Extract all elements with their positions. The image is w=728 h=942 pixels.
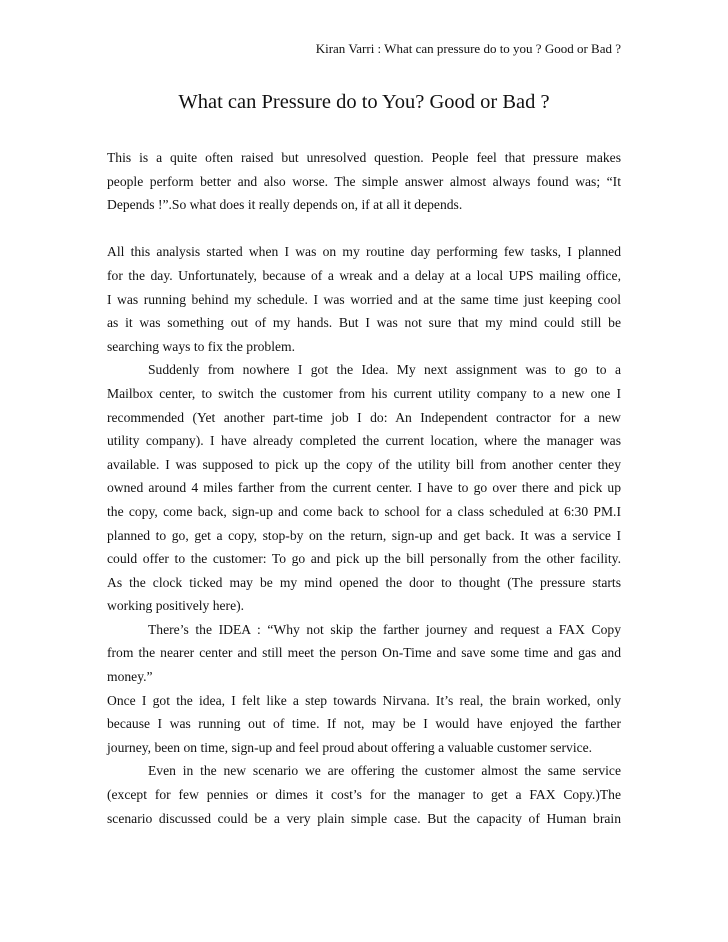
paragraph-line: could offer to the customer: To go and pick up the bill personally from the other facility. <box>107 551 621 567</box>
paragraph-5 <box>107 689 621 760</box>
paragraph-line: owned around 4 miles farther from the current center. I have to go over there and pick up <box>107 480 621 496</box>
paragraph-line: Even in the new scenario we are offering the customer almost the same service <box>148 763 621 779</box>
paragraph-line: planned to go, get a copy, stop-by on the return, sign-up and get back. It was a service I <box>107 527 621 543</box>
paragraph-1 <box>107 146 621 217</box>
paragraph-line: This is a quite often raised but unresolved question. People feel that pressure makes <box>107 150 621 165</box>
paragraph-line: scenario discussed could be a very plain simple case. But the capacity of Human brain <box>107 810 621 826</box>
paragraph-line: Depends !”.So what does it really depends on, if at all it depends. <box>107 197 463 213</box>
paragraph-line: Once I got the idea, I felt like a step towards Nirvana. It’s real, the brain worked, only <box>107 692 621 708</box>
paragraph-line: Mailbox center, to switch the customer from his current utility company to a new one I <box>107 385 621 401</box>
document-body <box>107 146 621 830</box>
paragraph-line: as it was something out of my hands. But I was not sure that my mind could still be <box>107 315 621 331</box>
paragraph-line: people perform better and also worse. The simple answer almost always found was; “It <box>107 173 621 189</box>
running-header: Kiran Varri : What can pressure do to you ? Good or Bad ? <box>315 41 621 56</box>
paragraph-2 <box>107 240 621 358</box>
paragraph-6 <box>107 759 621 830</box>
document-title: What can Pressure do to You? Good or Bad ? <box>178 91 550 113</box>
paragraph-line: utility company). I have already completed the current location, where the manager was <box>107 433 621 449</box>
paragraph-3 <box>107 358 621 618</box>
paragraph-line: recommended (Yet another part-time job I do: An Independent contractor for a new <box>107 409 621 425</box>
paragraph-line: for the day. Unfortunately, because of a wreak and a delay at a local UPS mailing office, <box>107 267 621 283</box>
paragraph-line: searching ways to fix the problem. <box>107 338 295 354</box>
paragraph-line: (except for few pennies or dimes it cost’s for the manager to get a FAX Copy.)The <box>107 787 621 803</box>
paragraph-line: All this analysis started when I was on my routine day performing few tasks, I planned <box>107 244 621 260</box>
paragraph-line: I was running behind my schedule. I was worried and at the same time just keeping cool <box>107 291 621 307</box>
paragraph-line: Suddenly from nowhere I got the Idea. My next assignment was to go to a <box>148 362 621 378</box>
paragraph-line: available. I was supposed to pick up the copy of the utility bill from another center they <box>107 456 621 472</box>
paragraph-line: working positively here). <box>107 598 245 614</box>
paragraph-line: because I was running out of time. If not, may be I would have enjoyed the farther <box>107 716 621 732</box>
paragraph-line: the copy, come back, sign-up and come back to school for a class scheduled at 6:30 PM.I <box>107 503 621 519</box>
paragraph-line: from the nearer center and still meet the person On-Time and save some time and gas and <box>107 645 621 661</box>
paragraph-line: journey, been on time, sign-up and feel proud about offering a valuable customer service. <box>107 739 593 755</box>
paragraph-line: There’s the IDEA : “Why not skip the farther journey and request a FAX Copy <box>148 621 621 637</box>
paragraph-line: As the clock ticked may be my mind opened the door to thought (The pressure starts <box>107 574 621 590</box>
paragraph-gap <box>107 217 621 241</box>
paragraph-4 <box>107 618 621 689</box>
paragraph-line: money.” <box>107 669 153 685</box>
